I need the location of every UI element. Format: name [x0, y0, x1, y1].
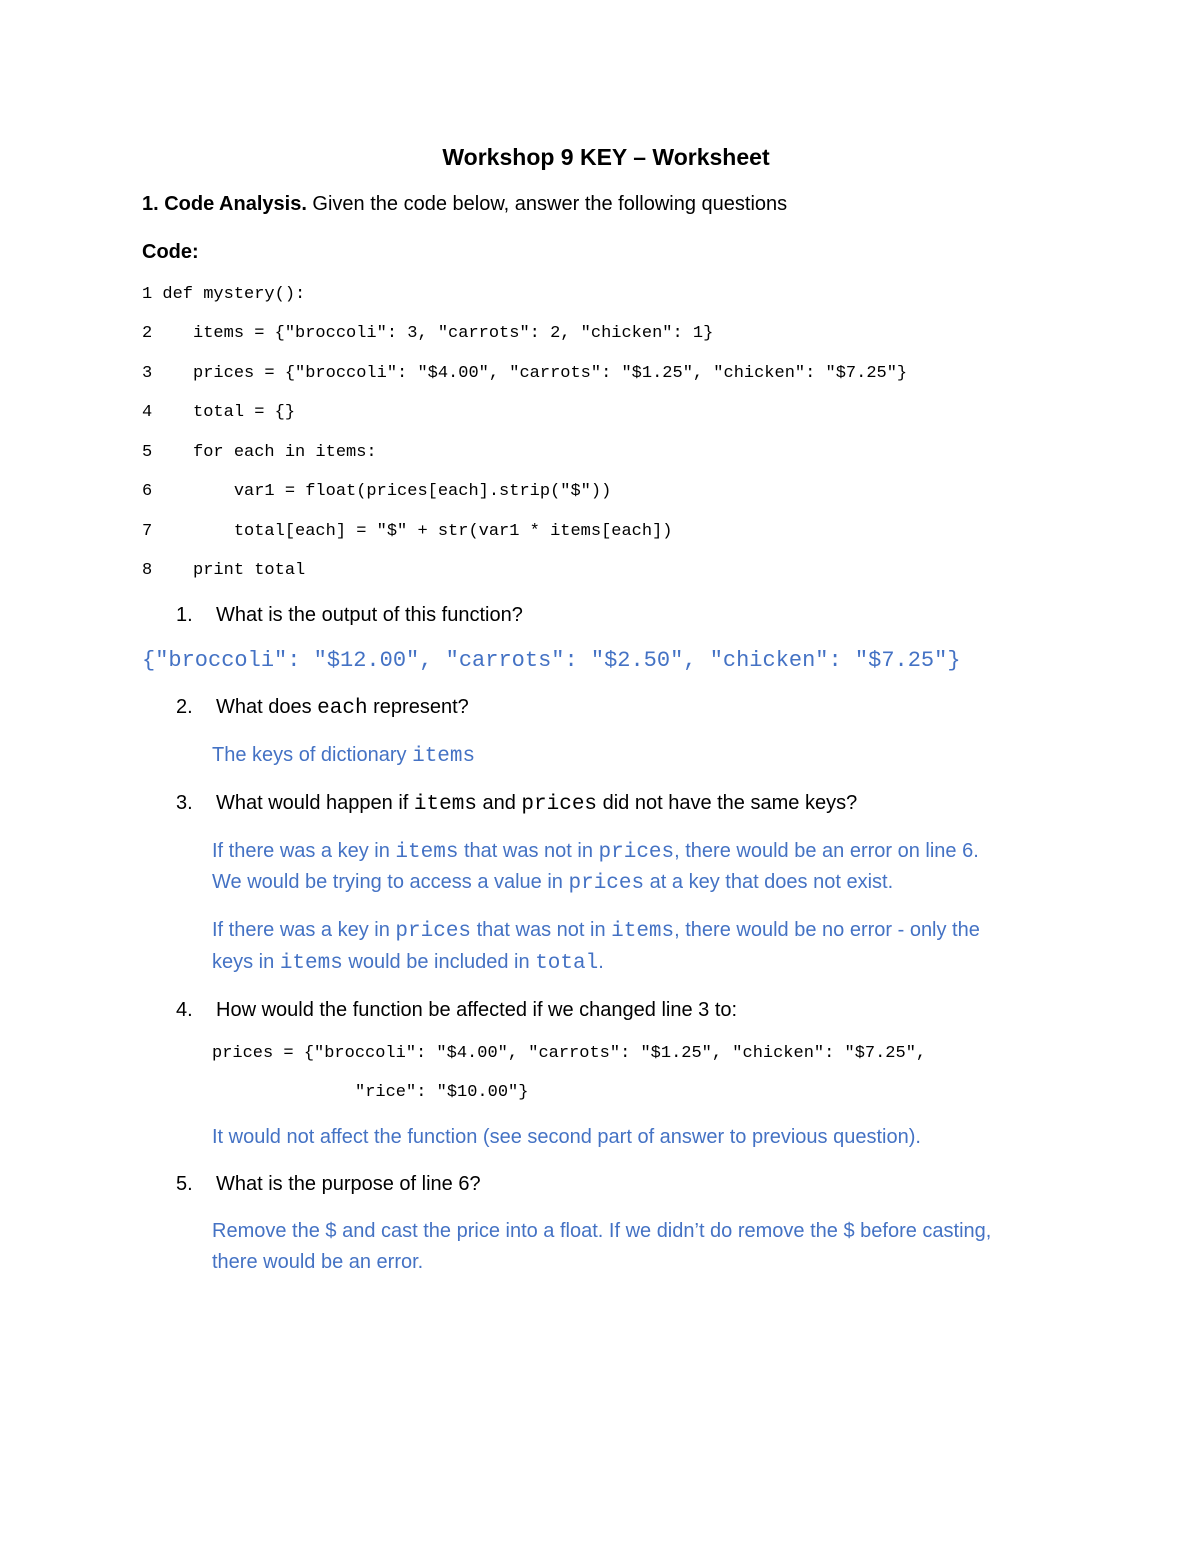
answer-text: at a key that does not exist. — [644, 871, 894, 893]
answer-5-line2: there would be an error. — [212, 1251, 424, 1273]
code-line: "rice": "$10.00"} — [355, 1083, 529, 1102]
answer-text: that was not in — [458, 840, 599, 862]
answer-4: It would not affect the function (see second part of answer to previous question). — [212, 1126, 921, 1148]
inline-code: prices — [568, 872, 645, 895]
inline-code: prices — [395, 920, 472, 943]
answer-text: . — [598, 951, 604, 973]
inline-code: items — [279, 952, 343, 975]
section-heading — [142, 193, 787, 216]
answer-text: keys in — [212, 951, 280, 973]
question-2 — [176, 696, 469, 720]
code-line: 5 for each in items: — [142, 443, 377, 462]
code-line: 1 def mystery(): — [142, 285, 306, 304]
code-label: Code: — [142, 241, 199, 263]
question-text: did not have the same keys? — [597, 792, 858, 814]
code-line: 6 var1 = float(prices[each].strip("$")) — [142, 482, 612, 501]
answer-text: The keys of dictionary — [212, 744, 413, 766]
answer-3a-line2 — [212, 871, 893, 895]
inline-code: items — [413, 793, 477, 816]
question-number: 5. — [176, 1173, 193, 1195]
inline-code: items — [611, 920, 675, 943]
inline-code: total — [535, 952, 599, 975]
section-heading-label: 1. Code Analysis. — [142, 193, 307, 215]
question-text: and — [476, 792, 522, 814]
answer-3b-line2 — [212, 951, 604, 975]
answer-text: would be included in — [342, 951, 536, 973]
answer-1: {"broccoli": "$12.00", "carrots": "$2.50", "chicken": "$7.25"} — [142, 648, 961, 673]
question-text: How would the function be affected if we changed line 3 to: — [216, 999, 738, 1021]
question-number: 4. — [176, 999, 193, 1021]
inline-code: prices — [598, 841, 675, 864]
question-1 — [176, 604, 523, 627]
question-text: What would happen if — [216, 792, 414, 814]
page-title: Workshop 9 KEY – Worksheet — [442, 144, 770, 170]
code-line: 8 print total — [142, 561, 306, 580]
answer-3b-line1 — [212, 919, 980, 943]
answer-text: , there would be no error - only the — [674, 919, 980, 941]
question-text: represent? — [367, 696, 469, 718]
question-number: 1. — [176, 604, 193, 626]
code-line: prices = {"broccoli": "$4.00", "carrots": "$1.25", "chicken": "$7.25", — [212, 1044, 927, 1063]
code-line: 4 total = {} — [142, 403, 296, 422]
section-heading-text: Given the code below, answer the following questions — [306, 193, 788, 215]
answer-5-line1: Remove the $ and cast the price into a float. If we didn’t do remove the $ before casting, — [212, 1220, 992, 1242]
question-4 — [176, 999, 737, 1022]
question-text: What does — [216, 696, 318, 718]
question-text: What is the purpose of line 6? — [216, 1173, 481, 1195]
inline-code: prices — [521, 793, 598, 816]
question-5 — [176, 1173, 481, 1196]
answer-text: If there was a key in — [212, 840, 396, 862]
answer-3a-line1 — [212, 840, 979, 864]
question-number: 2. — [176, 696, 193, 718]
question-text: What is the output of this function? — [216, 604, 523, 626]
answer-2 — [212, 744, 475, 768]
answer-text: that was not in — [471, 919, 612, 941]
code-line: 3 prices = {"broccoli": "$4.00", "carrots": "$1.25", "chicken": "$7.25"} — [142, 364, 908, 383]
question-number: 3. — [176, 792, 193, 814]
inline-code: each — [317, 697, 368, 720]
inline-code: items — [395, 841, 459, 864]
question-3 — [176, 792, 857, 816]
inline-code: items — [412, 745, 476, 768]
code-line: 2 items = {"broccoli": 3, "carrots": 2, "chicken": 1} — [142, 324, 714, 343]
answer-text: We would be trying to access a value in — [212, 871, 569, 893]
answer-text: If there was a key in — [212, 919, 396, 941]
code-line: 7 total[each] = "$" + str(var1 * items[each]) — [142, 522, 673, 541]
answer-text: , there would be an error on line 6. — [674, 840, 979, 862]
